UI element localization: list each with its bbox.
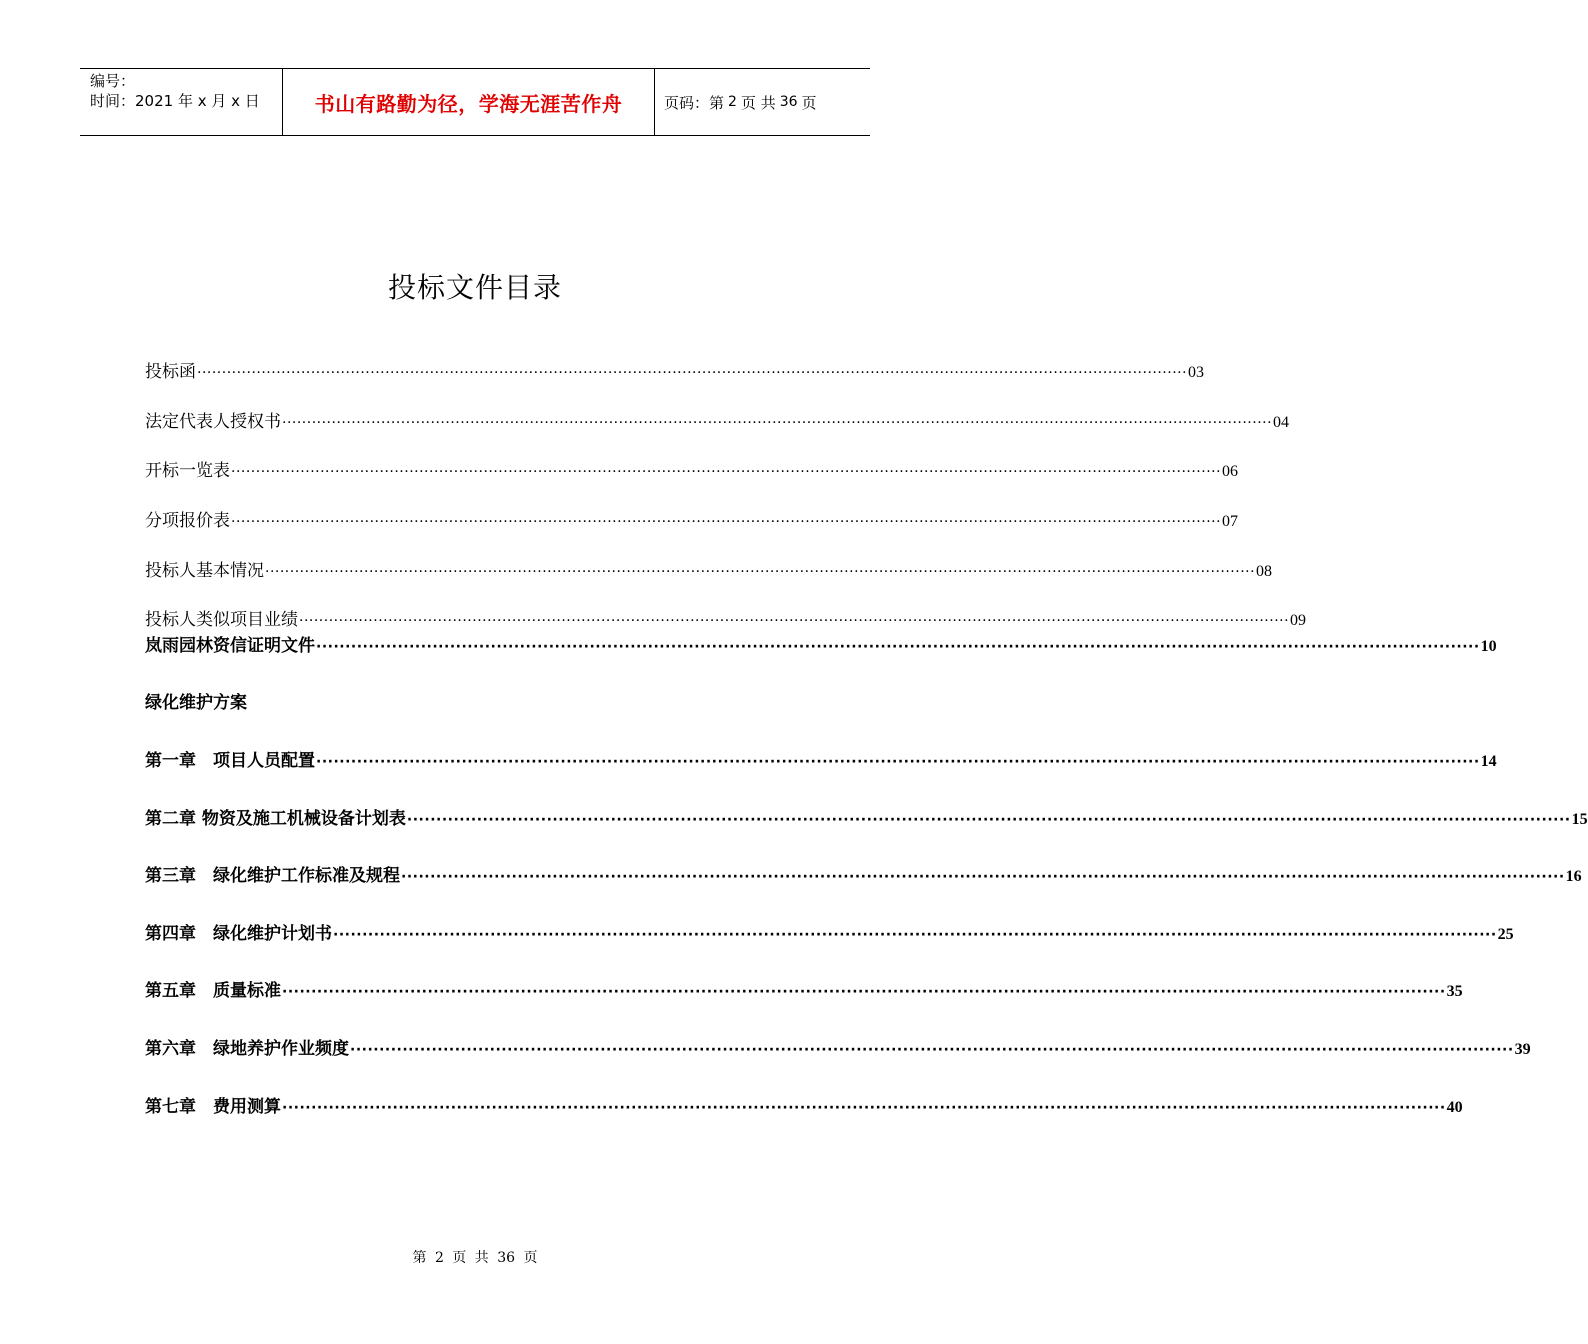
chapter-item-page: 40 xyxy=(1446,1099,1463,1116)
chapter-item-page: 25 xyxy=(1497,926,1514,943)
chapter-item-label: 第二章 物资及施工机械设备计划表 xyxy=(145,809,406,829)
toc-item-page: 06 xyxy=(1222,463,1239,480)
toc-leader-dots: ········································································································································································································ xyxy=(401,869,1565,885)
chapter-item[interactable] xyxy=(145,976,1463,1001)
toc-leader-dots: ········································································································································································································ xyxy=(282,415,1273,431)
toc-item-label: 岚雨园林资信证明文件 xyxy=(145,636,315,656)
toc-item-page: 07 xyxy=(1222,513,1239,530)
chapter-item-page: 14 xyxy=(1480,753,1497,770)
chapter-item-page: 15 xyxy=(1571,811,1588,828)
toc-item[interactable] xyxy=(145,407,1290,432)
toc-leader-dots: ········································································································································································································ xyxy=(316,639,1480,655)
chapter-item-label: 第六章 绿地养护作业频度 xyxy=(145,1039,349,1059)
toc-item-label: 投标人基本情况 xyxy=(145,561,264,581)
chapter-item[interactable] xyxy=(145,746,1497,771)
toc-leader-dots: ········································································································································································································ xyxy=(299,613,1290,629)
toc-item[interactable] xyxy=(145,506,1239,531)
chapter-item[interactable] xyxy=(145,919,1514,944)
toc-leader-dots: ········································································································································································································ xyxy=(350,1042,1514,1058)
document-number-label: 编号： xyxy=(90,72,136,90)
chapter-item-page: 35 xyxy=(1446,983,1463,1000)
toc-item-page: 10 xyxy=(1480,638,1497,655)
toc-item[interactable] xyxy=(145,556,1273,581)
toc-leader-dots: ········································································································································································································ xyxy=(231,514,1222,530)
toc-item[interactable] xyxy=(145,456,1239,481)
chapter-item[interactable] xyxy=(145,1092,1463,1117)
page-header xyxy=(80,68,870,136)
chapter-item-label: 第三章 绿化维护工作标准及规程 xyxy=(145,866,400,886)
chapter-item[interactable] xyxy=(145,861,1582,886)
header-motto-cell xyxy=(282,69,655,135)
toc-item-label: 分项报价表 xyxy=(145,511,230,531)
chapter-item-page: 39 xyxy=(1514,1041,1531,1058)
toc-leader-dots: ········································································································································································································ xyxy=(231,464,1222,480)
header-page-info xyxy=(655,69,870,135)
toc-item-page: 09 xyxy=(1290,612,1307,629)
section-heading: 绿化维护方案 xyxy=(145,693,247,713)
toc-item[interactable] xyxy=(145,631,1497,656)
toc-leader-dots: ········································································································································································································ xyxy=(265,564,1256,580)
document-time-label: 时间：2021 年 x 月 x 日 xyxy=(90,92,260,110)
toc-item-label: 投标函 xyxy=(145,362,196,382)
chapter-item[interactable] xyxy=(145,1034,1531,1059)
chapter-item-label: 第四章 绿化维护计划书 xyxy=(145,924,332,944)
page-total: 36 xyxy=(779,94,798,110)
toc-leader-dots: ········································································································································································································ xyxy=(282,984,1446,1000)
toc-item-page: 04 xyxy=(1273,414,1290,431)
page-mid: 页 共 xyxy=(740,93,776,112)
toc-item[interactable] xyxy=(145,605,1307,630)
toc-leader-dots: ········································································································································································································ xyxy=(333,927,1497,943)
header-meta xyxy=(80,69,282,135)
header-motto: 书山有路勤为径，学海无涯苦作舟 xyxy=(314,91,623,116)
toc-item-label: 法定代表人授权书 xyxy=(145,412,281,432)
toc-leader-dots: ········································································································································································································ xyxy=(316,754,1480,770)
page-title: 投标文件目录 xyxy=(387,271,562,304)
page-prefix: 页码：第 xyxy=(664,93,725,112)
toc-item-page: 03 xyxy=(1188,364,1205,381)
toc-item-label: 投标人类似项目业绩 xyxy=(145,610,298,630)
chapter-item-page: 16 xyxy=(1565,868,1582,885)
toc-item-label: 开标一览表 xyxy=(145,461,230,481)
toc-leader-dots: ········································································································································································································ xyxy=(406,812,1571,828)
chapter-item-label: 第五章 质量标准 xyxy=(145,981,281,1001)
page-footer: 第 2 页 共 36 页 xyxy=(412,1250,538,1266)
page-current: 2 xyxy=(728,94,737,110)
chapter-item[interactable] xyxy=(145,804,1588,829)
chapter-item-label: 第七章 费用测算 xyxy=(145,1097,281,1117)
toc-leader-dots: ········································································································································································································ xyxy=(282,1100,1446,1116)
toc-item[interactable] xyxy=(145,357,1205,382)
page-suffix: 页 xyxy=(801,93,817,112)
toc-leader-dots: ········································································································································································································ xyxy=(197,365,1188,381)
toc-item-page: 08 xyxy=(1256,563,1273,580)
chapter-item-label: 第一章 项目人员配置 xyxy=(145,751,315,771)
